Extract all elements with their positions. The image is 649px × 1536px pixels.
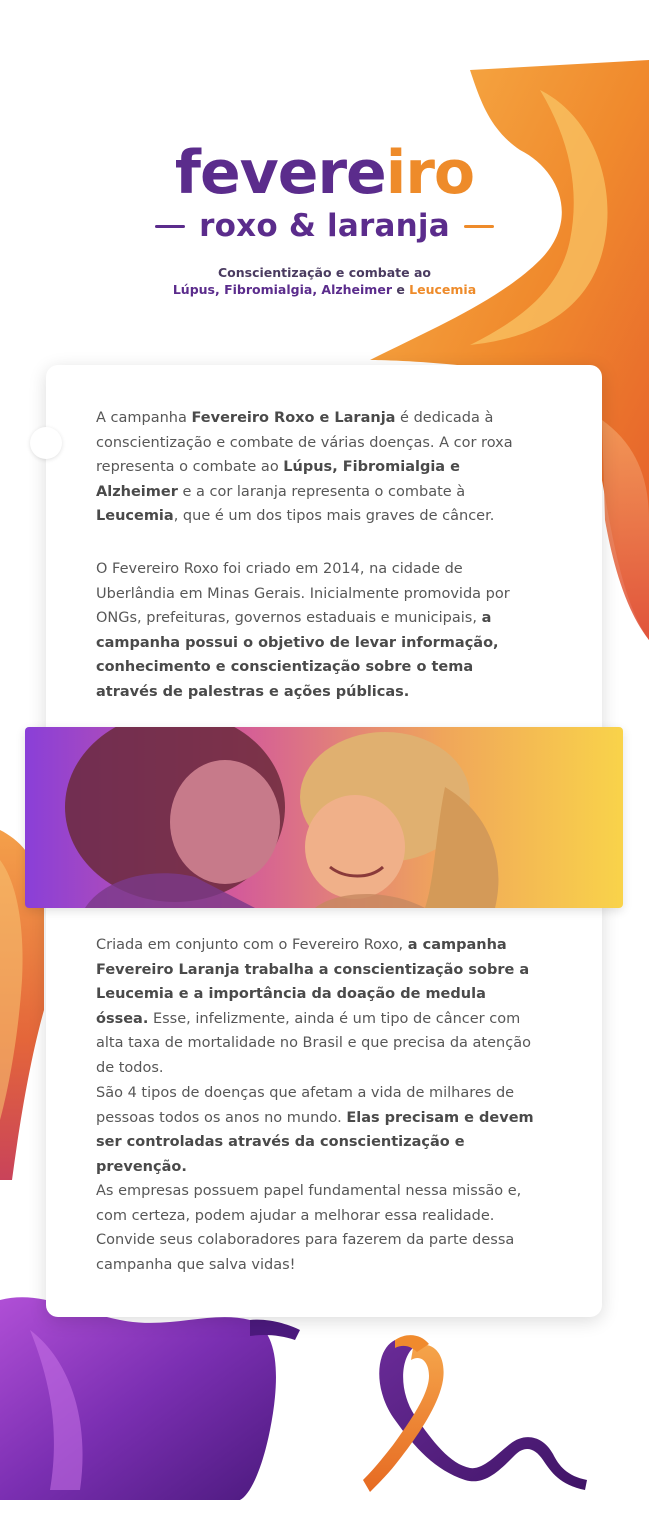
photo-illustration [25, 727, 623, 908]
p3-text-1: Criada em conjunto com o Fevereiro Roxo, [96, 937, 408, 953]
campaign-title [175, 140, 474, 206]
campaign-subtitle: roxo & laranja [199, 208, 450, 244]
subtitle-dash-left [155, 225, 185, 228]
p1-text-3: e a cor laranja representa o combate à [177, 483, 466, 500]
paragraph-intro [96, 406, 536, 529]
tagline-connector: e [391, 282, 410, 297]
p3-text-2: Esse, infelizmente, ainda é um tipo de câncer com alta taxa de mortalidade no Brasil e que precisa da atenção de todos. [96, 1010, 531, 1076]
purple-orange-awareness-ribbon-icon [355, 1330, 595, 1505]
card-notch [30, 427, 62, 459]
tagline-orange-disease: Leucemia [409, 282, 477, 297]
p1-bold-3: Leucemia [96, 508, 174, 524]
paragraph-companies [96, 1179, 536, 1277]
p3-bold-1: a campanha Fevereiro Laranja trabalha a conscientização sobre a Leucemia e a importância da doação de medula óssea. [96, 937, 530, 1027]
title-purple-part: fevere [174, 138, 386, 208]
p4-bold-1: Elas precisam e devem ser controladas através da conscientização e prevenção. [96, 1109, 534, 1175]
title-orange-part: iro [385, 138, 475, 208]
tagline-line1: Conscientização e combate ao [218, 265, 431, 280]
p4-text-1: São 4 tipos de doenças que afetam a vida de milhares de pessoas todos os anos no mundo. [96, 1085, 515, 1126]
campaign-header [0, 140, 649, 298]
tagline-line2 [0, 281, 649, 298]
subtitle-row [0, 208, 649, 244]
p1-text-4: , que é um dos tipos mais graves de câncer. [173, 508, 495, 524]
p2-bold-1: a campanha possui o objetivo de levar informação, conhecimento e conscientização sobre o tema através de palestras e ações públicas. [96, 610, 499, 700]
p2-text-1: O Fevereiro Roxo foi criado em 2014, na cidade de Uberlândia em Minas Gerais. Inicialmente promovida por ONGs, prefeituras, governos estaduais e municipais, [96, 561, 510, 626]
subtitle-dash-right [464, 225, 494, 228]
p1-bold-1: Fevereiro Roxo e Laranja [191, 410, 396, 426]
campaign-tagline [0, 264, 649, 298]
paragraph-orange-campaign [96, 933, 536, 1080]
paragraph-diseases [96, 1081, 536, 1179]
p1-bold-2: Lúpus, Fibromialgia e Alzheimer [96, 459, 460, 500]
women-smiling-photo [25, 727, 623, 908]
p5-text-1: As empresas possuem papel fundamental nessa missão e, com certeza, podem ajudar a melhorar essa realidade. Convide seus colaboradores para fazerem da parte dessa campanha que salva vidas! [96, 1183, 522, 1273]
p1-text-2: é dedicada à conscientização e combate de várias doenças. A cor roxa representa o combate ao [96, 410, 513, 475]
paragraph-history [96, 557, 536, 704]
tagline-purple-diseases: Lúpus, Fibromialgia, Alzheimer [172, 282, 392, 297]
p1-text-1: A campanha [96, 410, 192, 426]
